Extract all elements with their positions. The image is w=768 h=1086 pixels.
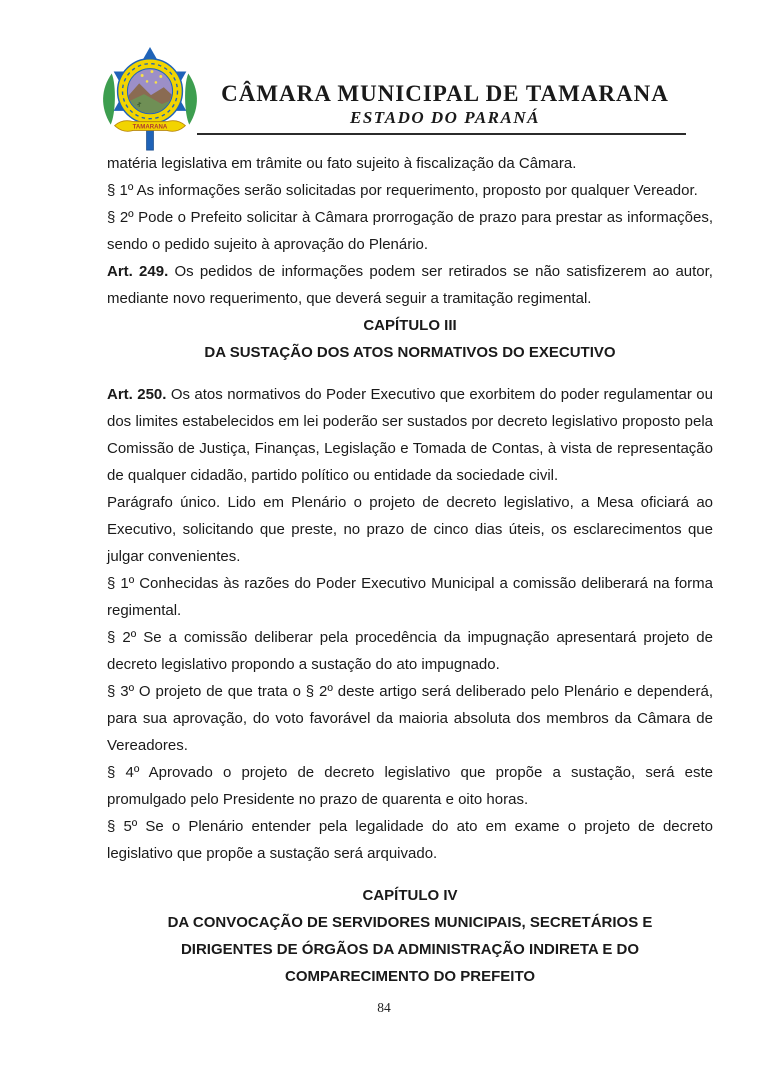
paragraph: § 1º Conhecidas às razões do Poder Executivo Municipal a comissão deliberará na forma regimental.	[107, 575, 713, 619]
vertical-spacer	[107, 867, 713, 882]
paragraph: § 1º As informações serão solicitadas por requerimento, proposto por qualquer Vereador.	[107, 182, 698, 199]
chapter-heading: DA SUSTAÇÃO DOS ATOS NORMATIVOS DO EXECUTIVO	[204, 344, 616, 361]
page-number: 84	[377, 1000, 391, 1015]
chapter-heading: DA CONVOCAÇÃO DE SERVIDORES MUNICIPAIS, SECRETÁRIOS E	[167, 914, 653, 931]
laurel-branch-left-icon	[103, 74, 115, 125]
paragraph: § 3º O projeto de que trata o § 2º deste artigo será deliberado pelo Plenário e dependerá, para sua aprovação, do voto favorável da maioria absoluta dos membros da Câmara de Vereadores.	[107, 683, 713, 754]
paragraph: § 5º Se o Plenário entender pela legalidade do ato em exame o projeto de decreto legislativo que propõe a sustação será arquivado.	[107, 818, 713, 862]
header-rule	[197, 133, 686, 135]
header-title: CÂMARA MUNICIPAL DE TAMARANA	[221, 81, 669, 106]
article-number: Art. 250.	[107, 386, 167, 403]
header-subtitle: ESTADO DO PARANÁ	[350, 108, 540, 127]
chapter-heading: CAPÍTULO III	[363, 317, 457, 334]
chapter-heading: CAPÍTULO IV	[362, 887, 458, 904]
paragraph: Parágrafo único. Lido em Plenário o projeto de decreto legislativo, a Mesa oficiará ao Executivo, solicitando que preste, no prazo de cinco dias úteis, os esclarecimentos que julgar convenientes.	[107, 494, 713, 565]
paragraph: § 2º Se a comissão deliberar pela procedência da impugnação apresentará projeto de decreto legislativo propondo a sustação do ato impugnado.	[107, 629, 713, 673]
document-body	[107, 150, 713, 990]
banner-text: TAMARANA	[132, 123, 168, 131]
paragraph: matéria legislativa em trâmite ou fato sujeito à fiscalização da Câmara.	[107, 155, 577, 172]
laurel-branch-right-icon	[185, 74, 197, 125]
header-text-block	[200, 80, 690, 128]
chapter-heading: DIRIGENTES DE ÓRGÃOS DA ADMINISTRAÇÃO INDIRETA E DO	[180, 941, 640, 958]
chapter-heading: COMPARECIMENTO DO PREFEITO	[284, 968, 536, 985]
document-header	[0, 0, 768, 150]
article-number: Art. 249.	[107, 263, 169, 280]
municipal-coat-of-arms	[94, 46, 206, 156]
paragraph: § 2º Pode o Prefeito solicitar à Câmara prorrogação de prazo para prestar as informações, sendo o pedido sujeito à aprovação do Plenário.	[107, 209, 713, 253]
vertical-spacer	[107, 366, 713, 381]
paragraph: Art. 250. Os atos normativos do Poder Executivo que exorbitem do poder regulamentar ou dos limites estabelecidos em lei poderão ser sustados por decreto legislativo proposto pela Comissão de Justiça, Finanças, Legislação e Tomada de Contas, à vista de representação de qualquer cidadão, partido político ou entidade da sociedade civil.	[107, 386, 713, 484]
document-footer	[0, 999, 768, 1017]
paragraph: § 4º Aprovado o projeto de decreto legislativo que propõe a sustação, será este promulgado pelo Presidente no prazo de quarenta e oito horas.	[107, 764, 713, 808]
paragraph: Art. 249. Os pedidos de informações podem ser retirados se não satisfizerem ao autor, mediante novo requerimento, que deverá seguir a tramitação regimental.	[107, 263, 713, 307]
